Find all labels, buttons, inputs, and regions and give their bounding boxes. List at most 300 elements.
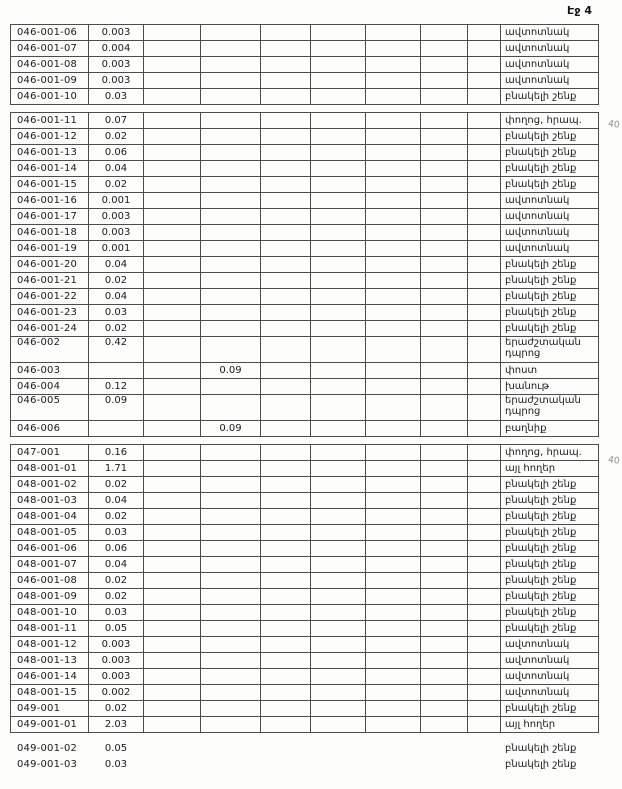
land-use-cell: ավտոտնակ — [501, 25, 599, 41]
parcel-code-cell: 049-001-01 — [11, 717, 89, 733]
area-value-cell: 0.003 — [89, 653, 144, 669]
empty-cell — [261, 145, 311, 161]
mid-area-value-cell — [201, 225, 261, 241]
empty-cell — [144, 41, 201, 57]
mid-area-value-cell — [201, 653, 261, 669]
area-value-cell: 0.03 — [104, 759, 128, 770]
parcel-code-cell: 048-001-11 — [11, 621, 89, 637]
mid-area-value-cell — [201, 161, 261, 177]
page-number-label: Էջ 4 — [567, 4, 592, 17]
table-row — [11, 145, 599, 161]
land-use-cell: երաժշտական դպրոց — [501, 395, 599, 421]
land-use-cell: ավտոտնակ — [501, 193, 599, 209]
parcel-code-cell: 046-006 — [11, 421, 89, 437]
area-value-cell: 0.04 — [89, 257, 144, 273]
empty-cell — [468, 541, 501, 557]
empty-cell — [421, 669, 468, 685]
empty-cell — [261, 589, 311, 605]
empty-cell — [421, 209, 468, 225]
empty-cell — [311, 557, 366, 573]
table-row — [11, 161, 599, 177]
area-value-cell: 0.02 — [89, 701, 144, 717]
table-row — [11, 73, 599, 89]
mid-area-value-cell — [201, 321, 261, 337]
empty-cell — [366, 41, 421, 57]
table-row — [11, 685, 599, 701]
table-row — [11, 589, 599, 605]
parcel-code-cell: 046-001-14 — [11, 669, 89, 685]
empty-cell — [468, 177, 501, 193]
area-value-cell: 0.07 — [89, 113, 144, 129]
area-value-cell: 0.004 — [89, 41, 144, 57]
area-value-cell: 0.03 — [89, 605, 144, 621]
empty-cell — [311, 395, 366, 421]
mid-area-value-cell — [201, 241, 261, 257]
empty-cell — [421, 605, 468, 621]
empty-cell — [311, 363, 366, 379]
land-use-cell: այլ հողեր — [501, 461, 599, 477]
empty-cell — [261, 113, 311, 129]
empty-cell — [366, 757, 421, 773]
table-row — [11, 41, 599, 57]
empty-cell — [261, 509, 311, 525]
empty-cell — [311, 461, 366, 477]
empty-cell — [421, 57, 468, 73]
area-value-cell: 0.002 — [89, 685, 144, 701]
area-value-cell: 0.04 — [89, 557, 144, 573]
land-use-cell: ավտոտնակ — [501, 209, 599, 225]
table-row — [11, 289, 599, 305]
empty-cell — [366, 685, 421, 701]
land-use-cell: բնակելի շենք — [501, 701, 599, 717]
table-row — [11, 337, 599, 363]
mid-area-value-cell — [201, 757, 261, 773]
empty-cell — [468, 379, 501, 395]
empty-cell — [261, 669, 311, 685]
empty-cell — [421, 363, 468, 379]
empty-cell — [144, 145, 201, 161]
area-value-cell: 0.04 — [89, 493, 144, 509]
empty-cell — [421, 41, 468, 57]
empty-cell — [421, 653, 468, 669]
area-value-cell: 0.09 — [89, 395, 144, 421]
empty-cell — [261, 321, 311, 337]
empty-cell — [366, 493, 421, 509]
empty-cell — [311, 177, 366, 193]
empty-cell — [144, 621, 201, 637]
parcel-code-cell: 048-001-07 — [11, 557, 89, 573]
parcel-code-cell: 046-001-08 — [11, 573, 89, 589]
parcel-code-cell: 046-001-23 — [11, 305, 89, 321]
empty-cell — [468, 637, 501, 653]
empty-cell — [366, 395, 421, 421]
mid-area-value-cell — [201, 605, 261, 621]
parcel-code-cell: 046-001-15 — [11, 177, 89, 193]
land-use-cell: բնակելի շենք — [501, 477, 599, 493]
empty-cell — [421, 305, 468, 321]
empty-cell — [261, 573, 311, 589]
land-use-cell: բնակելի շենք — [501, 89, 599, 105]
land-use-cell: ավտոտնակ — [501, 669, 599, 685]
table-row — [11, 653, 599, 669]
area-value-cell: 0.04 — [89, 289, 144, 305]
empty-cell — [421, 73, 468, 89]
area-value-cell: 0.16 — [89, 445, 144, 461]
empty-cell — [421, 89, 468, 105]
empty-cell — [311, 379, 366, 395]
empty-cell — [468, 395, 501, 421]
empty-cell — [311, 509, 366, 525]
empty-cell — [311, 225, 366, 241]
empty-cell — [144, 161, 201, 177]
mid-area-value-cell — [201, 477, 261, 493]
mid-area-value-cell — [201, 209, 261, 225]
empty-cell — [366, 57, 421, 73]
parcel-code-cell: 046-001-16 — [11, 193, 89, 209]
empty-cell — [311, 161, 366, 177]
parcel-code-cell: 046-001-22 — [11, 289, 89, 305]
empty-cell — [311, 741, 366, 757]
empty-cell — [468, 57, 501, 73]
empty-cell — [366, 145, 421, 161]
empty-cell — [366, 637, 421, 653]
area-value-cell: 0.02 — [89, 509, 144, 525]
empty-cell — [261, 605, 311, 621]
area-value-cell: 0.03 — [89, 525, 144, 541]
mid-area-value-cell — [201, 73, 261, 89]
parcel-code-cell: 046-003 — [11, 363, 89, 379]
table-section — [10, 112, 599, 437]
land-use-cell: բնակելի շենք — [501, 145, 599, 161]
empty-cell — [311, 241, 366, 257]
empty-cell — [468, 129, 501, 145]
land-use-cell: բնակելի շենք — [501, 541, 599, 557]
empty-cell — [311, 621, 366, 637]
land-use-cell: բնակելի շենք — [505, 743, 577, 754]
borderless-rows-block — [10, 740, 599, 773]
empty-cell — [311, 685, 366, 701]
area-value-cell: 0.03 — [89, 89, 144, 105]
land-use-cell: բնակելի շենք — [501, 177, 599, 193]
land-use-cell: բնակելի շենք — [501, 161, 599, 177]
empty-cell — [468, 461, 501, 477]
empty-cell — [311, 337, 366, 363]
empty-cell — [261, 25, 311, 41]
area-value-cell: 1.71 — [89, 461, 144, 477]
empty-cell — [366, 509, 421, 525]
empty-cell — [311, 669, 366, 685]
land-use-cell: փոստ — [501, 363, 599, 379]
mid-area-value-cell — [201, 129, 261, 145]
table-row — [11, 757, 599, 773]
area-value-cell: 0.02 — [89, 273, 144, 289]
empty-cell — [468, 685, 501, 701]
empty-cell — [468, 557, 501, 573]
empty-cell — [144, 209, 201, 225]
empty-cell — [421, 461, 468, 477]
empty-cell — [261, 57, 311, 73]
mid-area-value-cell — [201, 57, 261, 73]
empty-cell — [311, 145, 366, 161]
parcel-code-cell: 046-001-19 — [11, 241, 89, 257]
empty-cell — [261, 73, 311, 89]
parcel-code-cell: 049-001-02 — [17, 743, 78, 754]
empty-cell — [468, 241, 501, 257]
empty-cell — [421, 289, 468, 305]
empty-cell — [261, 177, 311, 193]
empty-cell — [421, 741, 468, 757]
empty-cell — [421, 573, 468, 589]
land-use-cell: ավտոտնակ — [501, 73, 599, 89]
empty-cell — [144, 321, 201, 337]
empty-cell — [366, 717, 421, 733]
land-use-cell: այլ հողեր — [501, 717, 599, 733]
land-use-cell: ավտոտնակ — [501, 685, 599, 701]
empty-cell — [144, 73, 201, 89]
empty-cell — [144, 421, 201, 437]
empty-cell — [421, 637, 468, 653]
empty-cell — [468, 445, 501, 461]
parcel-code-cell: 048-001-02 — [11, 477, 89, 493]
empty-cell — [311, 541, 366, 557]
empty-cell — [366, 669, 421, 685]
area-value-cell: 0.02 — [89, 589, 144, 605]
empty-cell — [366, 129, 421, 145]
empty-cell — [421, 421, 468, 437]
empty-cell — [421, 445, 468, 461]
empty-cell — [311, 445, 366, 461]
parcel-code-cell: 048-001-05 — [11, 525, 89, 541]
land-use-cell: խանութ — [501, 379, 599, 395]
empty-cell — [468, 289, 501, 305]
empty-cell — [261, 757, 311, 773]
empty-cell — [261, 129, 311, 145]
empty-cell — [468, 621, 501, 637]
empty-cell — [366, 525, 421, 541]
empty-cell — [144, 257, 201, 273]
empty-cell — [421, 177, 468, 193]
area-value-cell: 0.05 — [104, 743, 128, 754]
empty-cell — [311, 273, 366, 289]
land-use-cell: բնակելի շենք — [501, 557, 599, 573]
mid-area-value-cell — [201, 685, 261, 701]
mid-area-value-cell — [201, 193, 261, 209]
land-use-cell: բնակելի շենք — [501, 621, 599, 637]
empty-cell — [366, 589, 421, 605]
empty-cell — [366, 605, 421, 621]
empty-cell — [421, 161, 468, 177]
empty-cell — [468, 225, 501, 241]
empty-cell — [144, 379, 201, 395]
area-value-cell: 0.02 — [89, 129, 144, 145]
land-use-cell: ավտոտնակ — [501, 637, 599, 653]
mid-area-value-cell — [201, 305, 261, 321]
table-row — [11, 177, 599, 193]
table-row — [11, 129, 599, 145]
empty-cell — [144, 461, 201, 477]
empty-cell — [311, 573, 366, 589]
empty-cell — [468, 145, 501, 161]
empty-cell — [144, 637, 201, 653]
land-use-cell: ավտոտնակ — [501, 241, 599, 257]
table-row — [11, 57, 599, 73]
table-section — [10, 444, 599, 733]
empty-cell — [468, 573, 501, 589]
empty-cell — [311, 193, 366, 209]
empty-cell — [468, 757, 501, 773]
land-use-cell: բաղնիք — [501, 421, 599, 437]
empty-cell — [144, 741, 201, 757]
empty-cell — [311, 477, 366, 493]
empty-cell — [144, 193, 201, 209]
empty-cell — [144, 669, 201, 685]
parcel-code-cell: 048-001-15 — [11, 685, 89, 701]
empty-cell — [144, 177, 201, 193]
empty-cell — [144, 289, 201, 305]
empty-cell — [311, 25, 366, 41]
parcel-code-cell: 047-001 — [11, 445, 89, 461]
empty-cell — [468, 89, 501, 105]
empty-cell — [468, 477, 501, 493]
empty-cell — [421, 685, 468, 701]
empty-cell — [144, 653, 201, 669]
empty-cell — [468, 653, 501, 669]
parcel-code-cell: 046-001-17 — [11, 209, 89, 225]
empty-cell — [468, 41, 501, 57]
table-row — [11, 209, 599, 225]
mid-area-value-cell — [201, 41, 261, 57]
empty-cell — [311, 525, 366, 541]
empty-cell — [366, 273, 421, 289]
table-row — [11, 321, 599, 337]
empty-cell — [421, 337, 468, 363]
empty-cell — [468, 257, 501, 273]
empty-cell — [144, 337, 201, 363]
empty-cell — [468, 509, 501, 525]
empty-cell — [366, 477, 421, 493]
land-use-cell: փողոց, հրապ. — [501, 113, 599, 129]
parcel-code-cell: 046-001-10 — [11, 89, 89, 105]
table-row — [11, 557, 599, 573]
empty-cell — [144, 273, 201, 289]
empty-cell — [144, 113, 201, 129]
empty-cell — [311, 757, 366, 773]
empty-cell — [144, 305, 201, 321]
empty-cell — [261, 621, 311, 637]
empty-cell — [366, 25, 421, 41]
land-use-cell: բնակելի շենք — [501, 525, 599, 541]
empty-cell — [311, 653, 366, 669]
empty-cell — [144, 241, 201, 257]
table-row — [11, 89, 599, 105]
empty-cell — [421, 129, 468, 145]
parcel-code-cell: 046-001-07 — [11, 41, 89, 57]
empty-cell — [468, 589, 501, 605]
area-value-cell: 0.001 — [89, 193, 144, 209]
empty-cell — [144, 573, 201, 589]
parcel-code-cell: 046-001-11 — [11, 113, 89, 129]
mid-area-value-cell — [201, 25, 261, 41]
mid-area-value-cell — [201, 493, 261, 509]
area-value-cell: 0.12 — [89, 379, 144, 395]
empty-cell — [468, 525, 501, 541]
mid-area-value-cell — [201, 741, 261, 757]
empty-cell — [261, 241, 311, 257]
mid-area-value-cell: 0.09 — [201, 363, 261, 379]
mid-area-value-cell — [201, 177, 261, 193]
table-row — [11, 225, 599, 241]
empty-cell — [421, 621, 468, 637]
empty-cell — [261, 305, 311, 321]
area-value-cell: 0.02 — [89, 477, 144, 493]
table-row — [11, 113, 599, 129]
parcel-code-cell: 046-001-09 — [11, 73, 89, 89]
mid-area-value-cell — [201, 289, 261, 305]
land-use-cell: ավտոտնակ — [501, 225, 599, 241]
empty-cell — [468, 73, 501, 89]
area-value-cell: 0.003 — [89, 209, 144, 225]
land-use-cell: բնակելի շենք — [505, 759, 577, 770]
land-use-cell: բնակելի շենք — [501, 509, 599, 525]
empty-cell — [421, 379, 468, 395]
mid-area-value-cell — [201, 541, 261, 557]
empty-cell — [366, 541, 421, 557]
area-value-cell: 0.02 — [89, 177, 144, 193]
area-value-cell: 0.04 — [89, 161, 144, 177]
table-row — [11, 25, 599, 41]
area-value-cell: 0.003 — [89, 25, 144, 41]
empty-cell — [366, 177, 421, 193]
parcel-code-cell: 046-001-08 — [11, 57, 89, 73]
parcel-code-cell: 046-001-14 — [11, 161, 89, 177]
empty-cell — [366, 653, 421, 669]
table-row — [11, 637, 599, 653]
empty-cell — [261, 395, 311, 421]
empty-cell — [468, 209, 501, 225]
empty-cell — [421, 273, 468, 289]
empty-cell — [144, 509, 201, 525]
table-row — [11, 379, 599, 395]
empty-cell — [468, 701, 501, 717]
area-value-cell: 0.42 — [89, 337, 144, 363]
parcel-code-cell: 046-001-21 — [11, 273, 89, 289]
empty-cell — [421, 145, 468, 161]
empty-cell — [261, 637, 311, 653]
empty-cell — [311, 321, 366, 337]
empty-cell — [261, 493, 311, 509]
parcel-code-cell: 048-001-12 — [11, 637, 89, 653]
land-use-cell: ավտոտնակ — [501, 57, 599, 73]
land-use-cell: բնակելի շենք — [501, 321, 599, 337]
empty-cell — [144, 57, 201, 73]
parcel-code-cell: 046-005 — [11, 395, 89, 421]
mid-area-value-cell — [201, 273, 261, 289]
mid-area-value-cell — [201, 461, 261, 477]
empty-cell — [468, 25, 501, 41]
land-use-cell: բնակելի շենք — [501, 605, 599, 621]
empty-cell — [144, 757, 201, 773]
mid-area-value-cell — [201, 145, 261, 161]
empty-cell — [144, 445, 201, 461]
empty-cell — [366, 113, 421, 129]
parcel-code-cell: 049-001 — [11, 701, 89, 717]
empty-cell — [144, 477, 201, 493]
empty-cell — [421, 321, 468, 337]
area-value-cell: 0.06 — [89, 145, 144, 161]
mid-area-value-cell: 0.09 — [201, 421, 261, 437]
area-value-cell: 0.003 — [89, 637, 144, 653]
mid-area-value-cell — [201, 509, 261, 525]
